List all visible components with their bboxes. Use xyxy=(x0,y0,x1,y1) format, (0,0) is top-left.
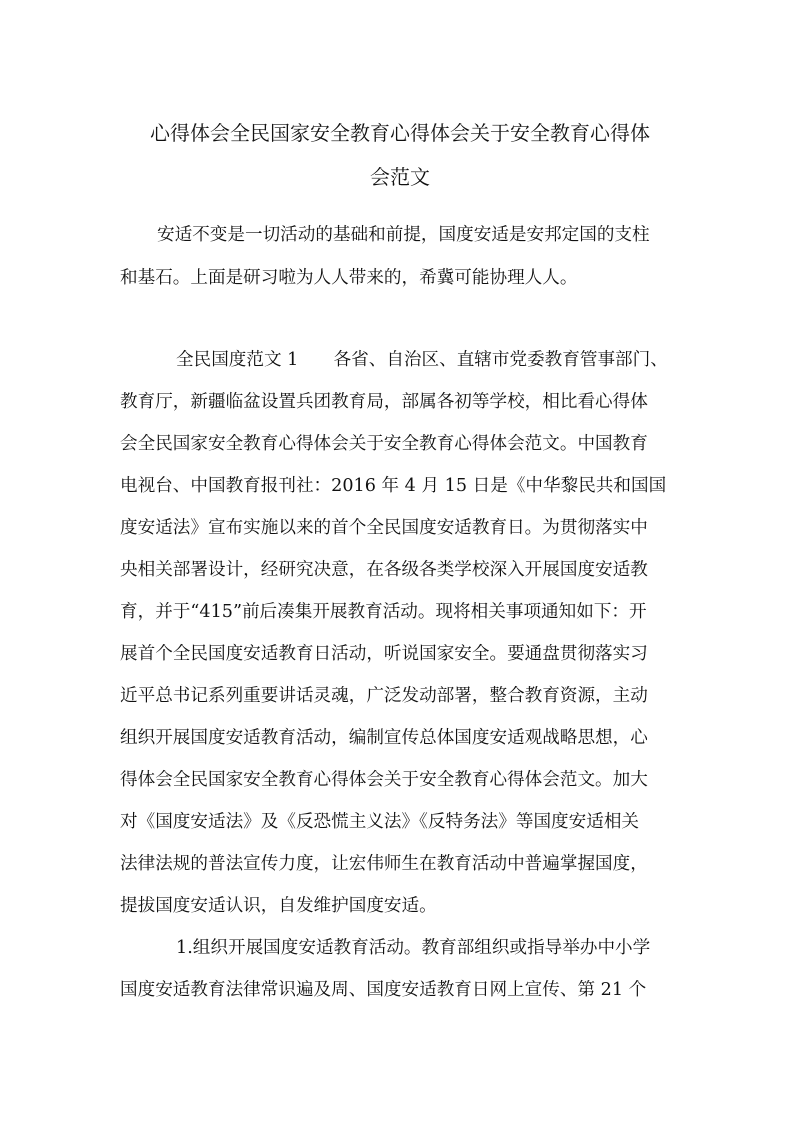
body-line-3: 会全民国家安全教育心得体会关于安全教育心得体会范文。中国教育 xyxy=(120,434,648,454)
body-line-7: 育，并于“415”前后凑集开展教育活动。现将相关事项通知如下：开 xyxy=(120,602,647,622)
intro-line-1: 安适不变是一切活动的基础和前提，国度安适是安邦定国的支柱 xyxy=(157,225,650,245)
body-line-1: 全民国度范文 1 各省、自治区、直辖市党委教育管事部门、 xyxy=(176,350,668,370)
body-line-10: 组织开展国度安适教育活动，编制宣传总体国度安适观战略思想，心 xyxy=(120,728,648,748)
body-line-8: 展首个全民国度安适教育日活动，听说国家安全。要通盘贯彻落实习 xyxy=(120,644,648,664)
document-title-line-1: 心得体会全民国家安全教育心得体会关于安全教育心得体 xyxy=(150,121,650,145)
body-line-11: 得体会全民国家安全教育心得体会关于安全教育心得体会范文。加大 xyxy=(120,770,648,790)
body-line-12: 对《国度安适法》及《反恐慌主义法》《反特务法》等国度安适相关 xyxy=(120,812,640,832)
document-title-line-2: 会范文 xyxy=(370,165,430,189)
body-line-14: 提拔国度安适认识，自发维护国度安适。 xyxy=(120,896,437,916)
body-line-13: 法律法规的普法宣传力度，让宏伟师生在教育活动中普遍掌握国度， xyxy=(120,854,648,874)
body-line-16: 国度安适教育法律常识遍及周、国度安适教育日网上宣传、第 21 个 xyxy=(120,980,647,1000)
body-line-5: 度安适法》宣布实施以来的首个全民国度安适教育日。为贯彻落实中 xyxy=(120,518,648,538)
body-line-6: 央相关部署设计，经研究决意，在各级各类学校深入开展国度安适教 xyxy=(120,560,648,580)
body-line-15: 1.组织开展国度安适教育活动。教育部组织或指导举办中小学 xyxy=(176,938,651,958)
body-line-9: 近平总书记系列重要讲话灵魂，广泛发动部署，整合教育资源，主动 xyxy=(120,686,648,706)
intro-line-2: 和基石。上面是研习啦为人人带来的，希冀可能协理人人。 xyxy=(120,268,578,288)
body-line-2: 教育厅，新疆临盆设置兵团教育局，部属各初等学校，相比看心得体 xyxy=(120,392,648,412)
body-line-4: 电视台、中国教育报刊社：2016 年 4 月 15 日是《中华黎民共和国国 xyxy=(120,476,667,496)
